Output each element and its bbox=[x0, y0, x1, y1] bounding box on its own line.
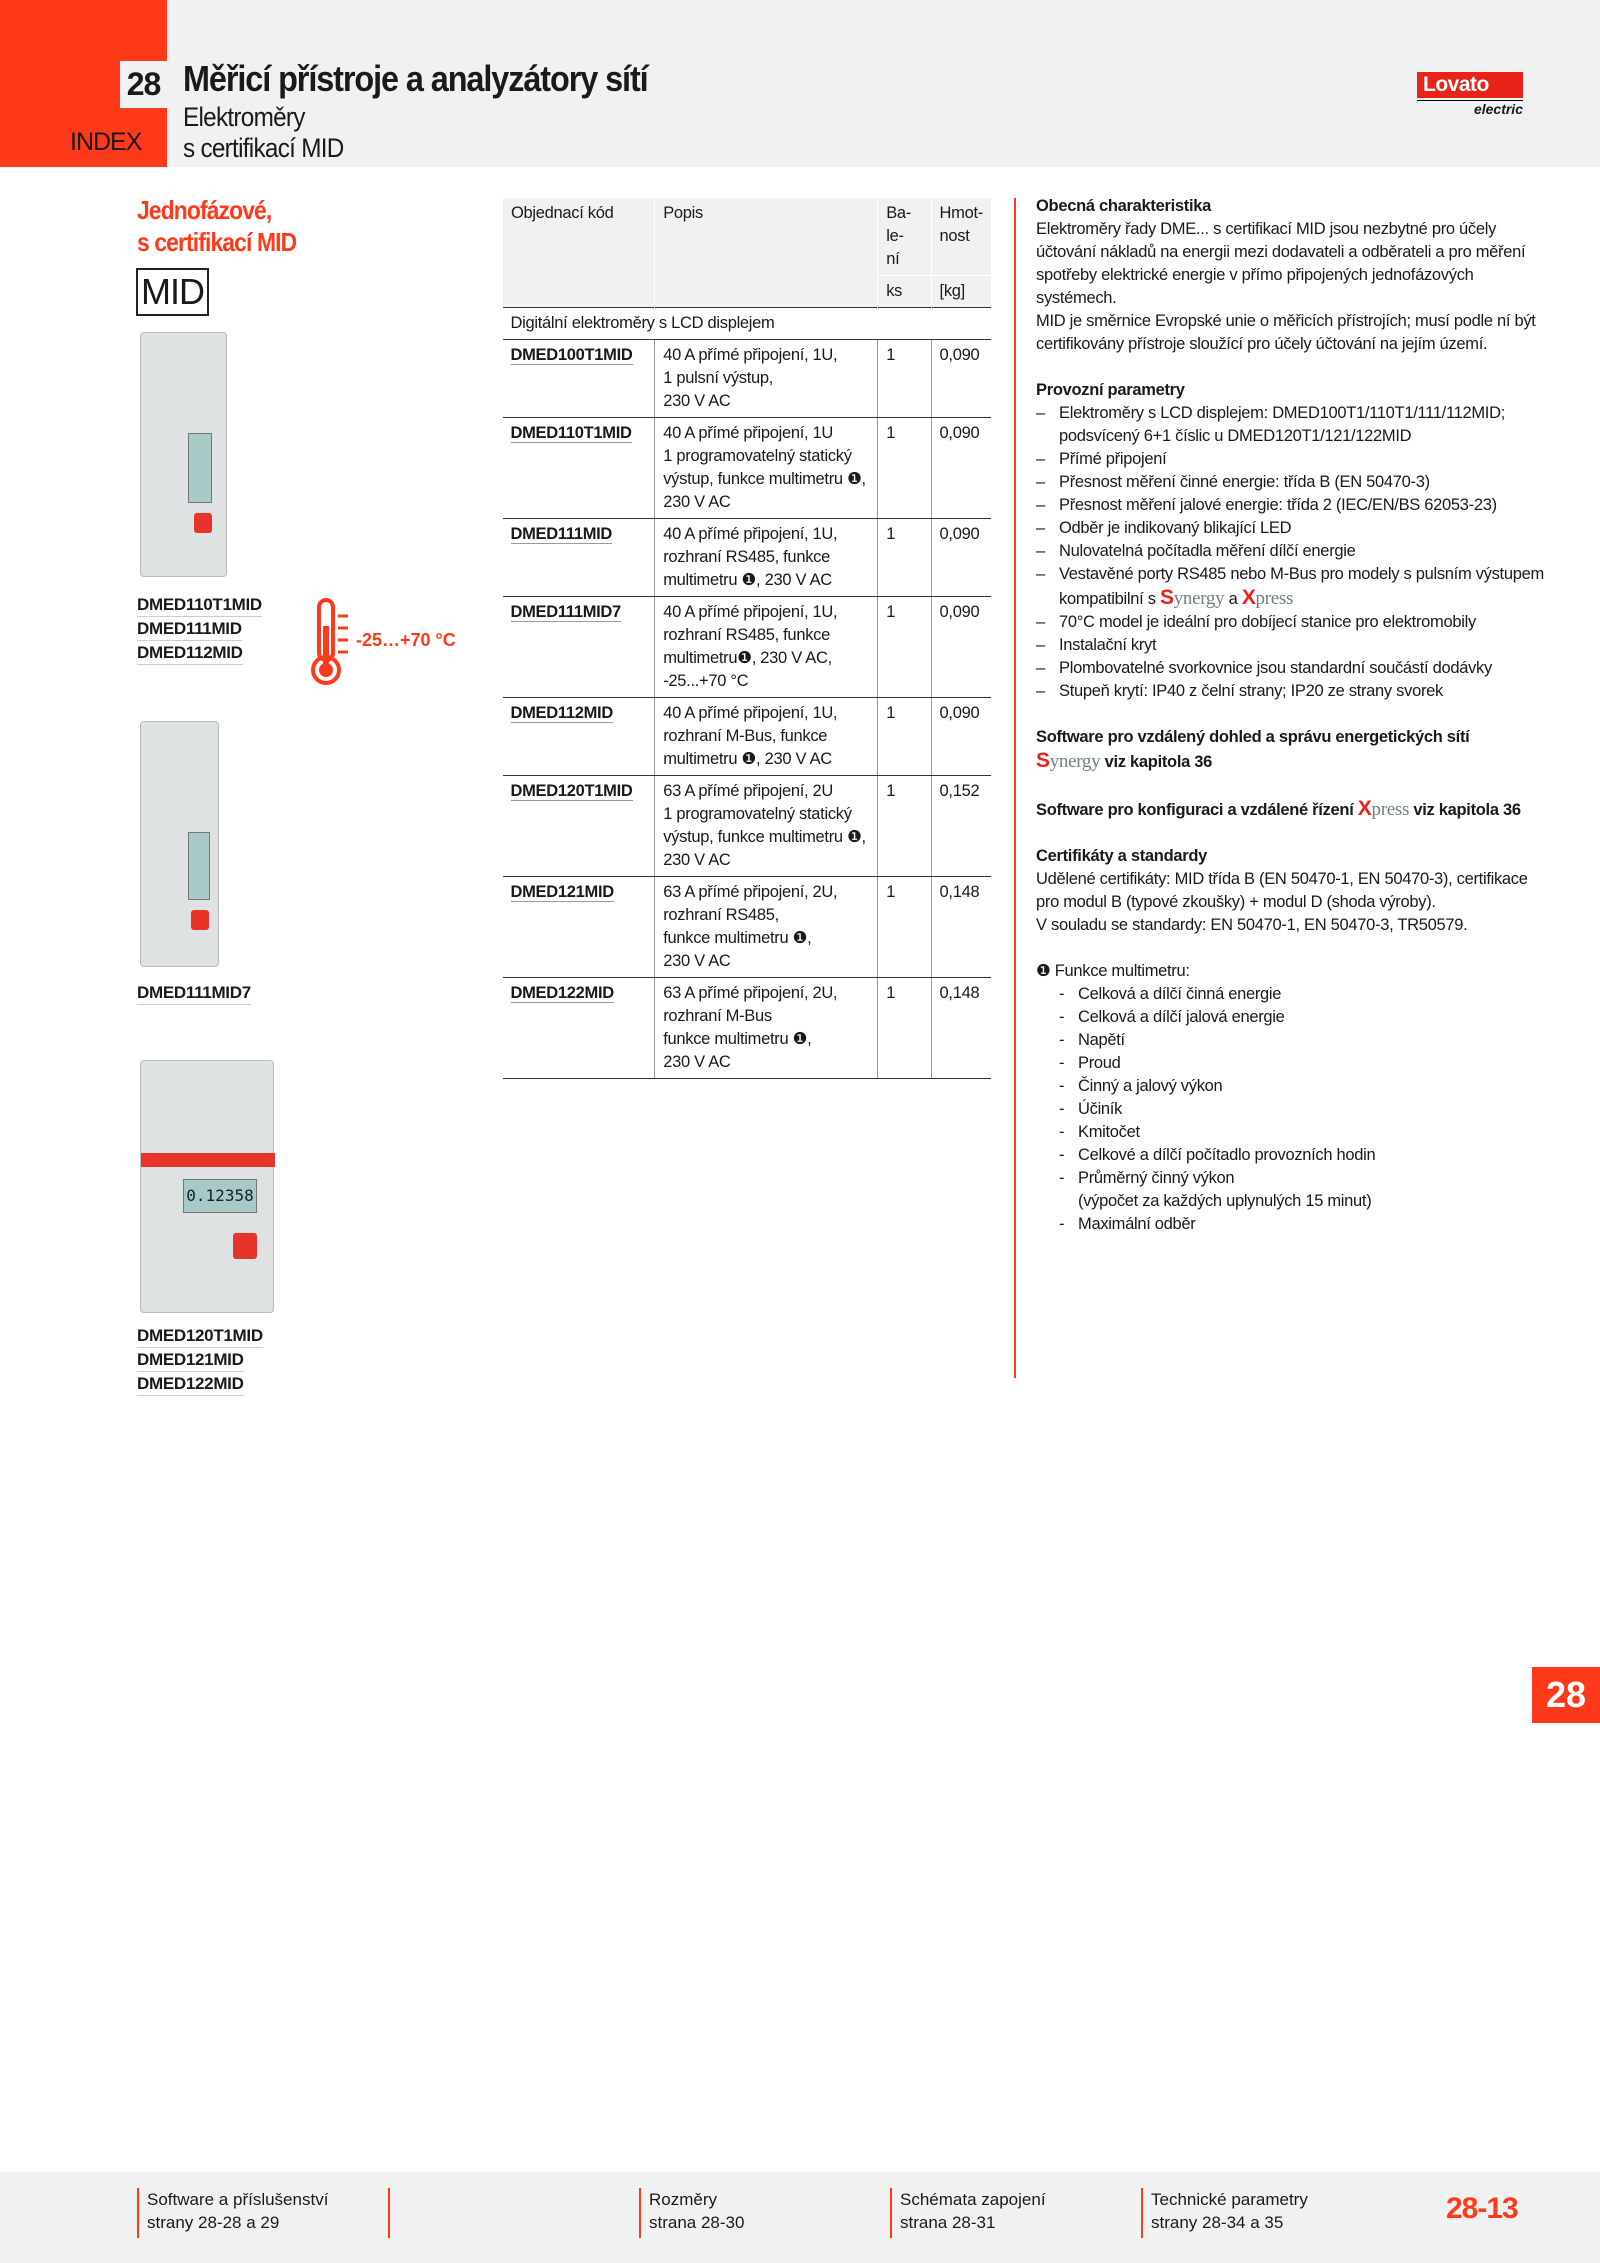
divider bbox=[1014, 198, 1016, 1378]
page-title: Měřicí přístroje a analyzátory sítí bbox=[183, 58, 648, 99]
product-image-2mod bbox=[140, 1060, 274, 1313]
weight-unit: [kg] bbox=[931, 276, 991, 308]
lcd-display bbox=[188, 832, 210, 900]
cert-text: V souladu se standardy: EN 50470-1, EN 50470-3, TR50579. bbox=[1036, 916, 1468, 934]
list-item: - Maximální odběr bbox=[1036, 1213, 1546, 1236]
table-row bbox=[503, 519, 992, 597]
subtitle-line: Elektroměry bbox=[183, 102, 305, 132]
note-title: ❶ Funkce multimetru: bbox=[1036, 962, 1190, 980]
xpress-logo: Xpress bbox=[1357, 797, 1410, 820]
item-text: a bbox=[1228, 590, 1238, 608]
pack-qty: 1 bbox=[878, 340, 931, 418]
list-item: – 70°C model je ideální pro dobíjecí stanice pro elektromobily bbox=[1036, 611, 1546, 634]
description: 40 A přímé připojení, 1U, rozhraní RS485, funkce multimetru❶, 230 V AC, -25...+70 °C bbox=[655, 597, 878, 698]
chapter-ref[interactable]: viz kapitola 36 bbox=[1413, 801, 1521, 819]
cert-text: Udělené certifikáty: MID třída B (EN 50470-1, EN 50470-3), certifikace pro modul B (typové zkoušky) + modul D (shoda výroby). bbox=[1036, 870, 1528, 911]
list-item: – Elektroměry s LCD displejem: DMED100T1/110T1/111/112MID; podsvícený 6+1 číslic u DMED120T1/121/122MID bbox=[1036, 402, 1546, 448]
product-image-1mod bbox=[140, 332, 227, 577]
table-row bbox=[503, 877, 992, 978]
table-row bbox=[503, 978, 992, 1079]
list-item: - Kmitočet bbox=[1036, 1121, 1546, 1144]
temperature-range: -25…+70 °C bbox=[356, 630, 456, 650]
product-group-1 bbox=[137, 593, 262, 665]
heading-line: Jednofázové, bbox=[137, 195, 272, 225]
product-code: DMED111MID bbox=[137, 617, 242, 641]
logo-subtext: electric bbox=[1417, 100, 1523, 117]
page-number: 28-13 bbox=[1446, 2192, 1518, 2225]
button-icon bbox=[191, 910, 209, 930]
pack-qty: 1 bbox=[878, 877, 931, 978]
lovato-logo bbox=[1417, 72, 1523, 117]
lcd-display bbox=[188, 433, 212, 503]
list-item: – Plombovatelné svorkovnice jsou standardní součástí dodávky bbox=[1036, 657, 1546, 680]
list-item: – Nulovatelná počítadla měření dílčí energie bbox=[1036, 540, 1546, 563]
description: 63 A přímé připojení, 2U 1 programovatelný statický výstup, funkce multimetru ❶, 230 V AC bbox=[655, 776, 878, 877]
product-code: DMED112MID bbox=[137, 641, 243, 665]
table-section: Digitální elektroměry s LCD displejem bbox=[503, 308, 992, 340]
pack-qty: 1 bbox=[878, 519, 931, 597]
list-item: - Celkové a dílčí počítadlo provozních hodin bbox=[1036, 1144, 1546, 1167]
list-item: - Průměrný činný výkon (výpočet za každých uplynulých 15 minut) bbox=[1036, 1167, 1546, 1213]
section-heading bbox=[137, 194, 296, 258]
weight: 0,152 bbox=[931, 776, 991, 877]
product-code: DMED121MID bbox=[137, 1348, 244, 1372]
product-code: DMED111MID7 bbox=[137, 981, 251, 1005]
pack-qty: 1 bbox=[878, 776, 931, 877]
product-table bbox=[502, 198, 991, 1079]
general-text: Elektroměry řady DME... s certifikací MID jsou nezbytné pro účely účtování nákladů na energii mezi dodavateli a odběrateli a pro měření spotřeby elektrické energie v přímo připojených jednofázových systémech. bbox=[1036, 220, 1526, 307]
footer-link-technical[interactable]: Technické parametry strany 28-34 a 35 bbox=[1141, 2188, 1308, 2238]
list-item: – Instalační kryt bbox=[1036, 634, 1546, 657]
chapter-ref[interactable]: viz kapitola 36 bbox=[1104, 753, 1213, 771]
footer-link-dimensions[interactable]: Rozměry strana 28-30 bbox=[639, 2188, 744, 2238]
button-icon bbox=[194, 513, 212, 533]
list-item: - Proud bbox=[1036, 1052, 1546, 1075]
params-list bbox=[1036, 402, 1546, 703]
order-code: DMED121MID bbox=[503, 877, 655, 978]
description: 63 A přímé připojení, 2U, rozhraní RS485, funkce multimetru ❶, 230 V AC bbox=[655, 877, 878, 978]
col-desc-header: Popis bbox=[655, 198, 878, 276]
software-xpress: Software pro konfiguraci a vzdálené řízení Xpress viz kapitola 36 bbox=[1036, 797, 1521, 820]
weight: 0,090 bbox=[931, 340, 991, 418]
item-text: Vestavěné porty RS485 nebo M-Bus pro modely s pulsním výstupem kompatibilní s bbox=[1059, 565, 1544, 608]
order-code: DMED112MID bbox=[503, 698, 655, 776]
synergy-logo: Synergy bbox=[1036, 749, 1101, 772]
list-item: – Odběr je indikovaný blikající LED bbox=[1036, 517, 1546, 540]
description: 40 A přímé připojení, 1U, rozhraní M-Bus, funkce multimetru ❶, 230 V AC bbox=[655, 698, 878, 776]
order-code: DMED110T1MID bbox=[503, 418, 655, 519]
lcd-display: 0.12358 bbox=[183, 1179, 257, 1213]
product-image-1mod-70c bbox=[140, 721, 219, 967]
logo-text: Lovato bbox=[1417, 72, 1523, 98]
list-item: - Činný a jalový výkon bbox=[1036, 1075, 1546, 1098]
footer-divider bbox=[388, 2188, 390, 2238]
table-row bbox=[503, 597, 992, 698]
list-item: - Celková a dílčí činná energie bbox=[1036, 983, 1546, 1006]
product-group-3 bbox=[137, 1324, 263, 1396]
weight: 0,148 bbox=[931, 978, 991, 1079]
list-item: – Přesnost měření činné energie: třída B (EN 50470-3) bbox=[1036, 471, 1546, 494]
weight: 0,090 bbox=[931, 597, 991, 698]
col-weight-header: Hmot- nost bbox=[931, 198, 991, 276]
heading-line: s certifikací MID bbox=[137, 227, 297, 257]
list-item: - Napětí bbox=[1036, 1029, 1546, 1052]
pack-qty: 1 bbox=[878, 978, 931, 1079]
table-row bbox=[503, 418, 992, 519]
list-item: - Celková a dílčí jalová energie bbox=[1036, 1006, 1546, 1029]
pack-qty: 1 bbox=[878, 597, 931, 698]
xpress-logo: Xpress bbox=[1241, 586, 1294, 609]
chapter-number: 28 bbox=[120, 61, 167, 108]
footer-link-software[interactable]: Software a příslušenství strany 28-28 a 29 bbox=[137, 2188, 328, 2238]
product-code: DMED110T1MID bbox=[137, 593, 262, 617]
subtitle-line: s certifikací MID bbox=[183, 133, 344, 163]
description: 40 A přímé připojení, 1U, 1 pulsní výstup, 230 V AC bbox=[655, 340, 878, 418]
weight: 0,090 bbox=[931, 519, 991, 597]
pack-qty: 1 bbox=[878, 418, 931, 519]
product-group-2 bbox=[137, 981, 251, 1005]
general-text: MID je směrnice Evropské unie o měřicích přístrojích; musí podle ní být certifikovány přístroje sloužící pro účely účtování na jejím území. bbox=[1036, 312, 1536, 353]
product-code: DMED122MID bbox=[137, 1372, 244, 1396]
thermometer-icon bbox=[310, 596, 356, 688]
cert-title: Certifikáty a standardy bbox=[1036, 847, 1207, 865]
product-code: DMED120T1MID bbox=[137, 1324, 263, 1348]
multimeter-functions bbox=[1036, 983, 1546, 1236]
weight: 0,148 bbox=[931, 877, 991, 978]
order-code: DMED120T1MID bbox=[503, 776, 655, 877]
table-row bbox=[503, 776, 992, 877]
list-item bbox=[1036, 563, 1546, 611]
order-code: DMED122MID bbox=[503, 978, 655, 1079]
software-synergy: Software pro vzdálený dohled a správu energetických sítí Synergy viz kapitola 36 bbox=[1036, 728, 1470, 772]
order-code: DMED111MID bbox=[503, 519, 655, 597]
table-row bbox=[503, 340, 992, 418]
col-pack-header: Ba- le- ní bbox=[878, 198, 931, 276]
pack-unit: ks bbox=[878, 276, 931, 308]
col-code-header: Objednací kód bbox=[503, 198, 655, 276]
description: 63 A přímé připojení, 2U, rozhraní M-Bus funkce multimetru ❶, 230 V AC bbox=[655, 978, 878, 1079]
pack-qty: 1 bbox=[878, 698, 931, 776]
button-icon bbox=[233, 1233, 257, 1259]
list-item: – Přímé připojení bbox=[1036, 448, 1546, 471]
list-item: – Přesnost měření jalové energie: třída 2 (IEC/EN/BS 62053-23) bbox=[1036, 494, 1546, 517]
description-column bbox=[1036, 195, 1546, 1236]
synergy-logo: Synergy bbox=[1159, 586, 1225, 609]
weight: 0,090 bbox=[931, 698, 991, 776]
weight: 0,090 bbox=[931, 418, 991, 519]
general-title: Obecná charakteristika bbox=[1036, 197, 1211, 215]
table-row bbox=[503, 698, 992, 776]
description: 40 A přímé připojení, 1U, rozhraní RS485, funkce multimetru ❶, 230 V AC bbox=[655, 519, 878, 597]
footer-link-wiring[interactable]: Schémata zapojení strana 28-31 bbox=[890, 2188, 1046, 2238]
list-item: - Účiník bbox=[1036, 1098, 1546, 1121]
chapter-tab[interactable]: 28 bbox=[1532, 1667, 1600, 1723]
list-item: – Stupeň krytí: IP40 z čelní strany; IP20 ze strany svorek bbox=[1036, 680, 1546, 703]
mid-badge: MID bbox=[136, 268, 209, 316]
index-link[interactable]: INDEX bbox=[70, 128, 142, 156]
description: 40 A přímé připojení, 1U 1 programovatelný statický výstup, funkce multimetru ❶, 230 V AC bbox=[655, 418, 878, 519]
order-code: DMED100T1MID bbox=[503, 340, 655, 418]
order-code: DMED111MID7 bbox=[503, 597, 655, 698]
red-stripe bbox=[141, 1153, 275, 1167]
page-subtitle bbox=[183, 102, 344, 164]
params-title: Provozní parametry bbox=[1036, 381, 1185, 399]
